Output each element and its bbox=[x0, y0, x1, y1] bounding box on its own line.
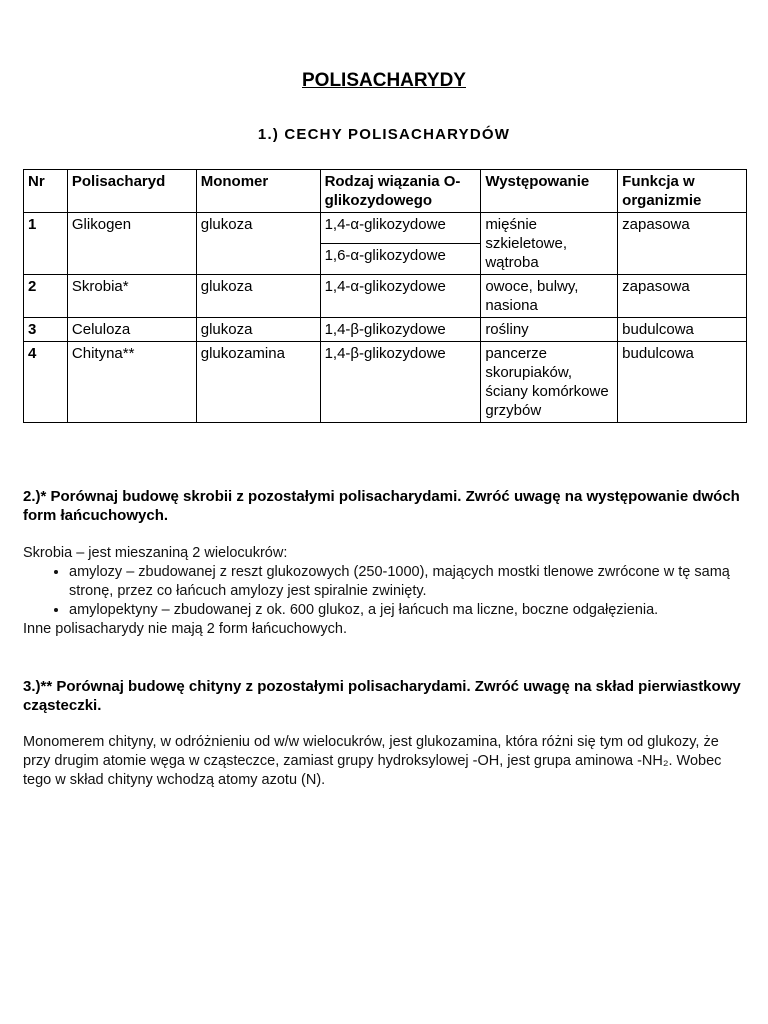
cell-function: budulcowa bbox=[618, 318, 747, 342]
table-row bbox=[24, 318, 747, 342]
cell-nr: 2 bbox=[24, 275, 68, 318]
cell-nr: 3 bbox=[24, 318, 68, 342]
cell-bond: 1,4-α-glikozydowe bbox=[320, 275, 481, 318]
cell-occurrence: mięśnie szkieletowe, wątroba bbox=[481, 213, 618, 275]
header-function: Funkcja w organizmie bbox=[618, 170, 747, 213]
table-row bbox=[24, 342, 747, 423]
cell-function: zapasowa bbox=[618, 275, 747, 318]
table-header-row bbox=[24, 170, 747, 213]
cell-name: Celuloza bbox=[67, 318, 196, 342]
cell-function: zapasowa bbox=[618, 213, 747, 275]
question-2-text: Porównaj budowę skrobii z pozostałymi polisacharydami. Zwróć uwagę na występowanie dwóch form łańcuchowych. bbox=[23, 488, 740, 524]
answer-2-list bbox=[23, 563, 745, 620]
cell-monomer: glukozamina bbox=[196, 342, 320, 423]
table-row bbox=[24, 213, 747, 244]
header-bond-type: Rodzaj wiązania O-glikozydowego bbox=[320, 170, 481, 213]
header-polysaccharide: Polisacharyd bbox=[67, 170, 196, 213]
cell-name: Glikogen bbox=[67, 213, 196, 275]
section-1-heading: 1.) CECHY POLISACHARYDÓW bbox=[257, 126, 511, 143]
cell-occurrence: pancerze skorupiaków, ściany komórkowe grzybów bbox=[481, 342, 618, 423]
header-occurrence: Występowanie bbox=[481, 170, 618, 213]
answer-2-intro: Skrobia – jest mieszaniną 2 wielocukrów: bbox=[23, 545, 288, 561]
question-2 bbox=[23, 487, 743, 525]
question-2-number: 2.)* bbox=[23, 488, 47, 505]
answer-3: Monomerem chityny, w odróżnieniu od w/w wielocukrów, jest glukozamina, która różni się tym od glukozy, że przy drugim atomie węga w cząsteczce, zamiast grupy hydroksylowej -OH, jest grupa aminowa -NH₂. Wobec tego w skład chityny wchodzą atomy azotu (N). bbox=[23, 734, 722, 788]
answer-2-outro: Inne polisacharydy nie mają 2 form łańcuchowych. bbox=[23, 621, 347, 637]
cell-monomer: glukoza bbox=[196, 275, 320, 318]
list-item: • amylozy – zbudowanej z reszt glukozowych (250-1000), mających mostki tlenowe zwrócone w tę samą stronę, przez co łańcuch amylozy jest spiralnie zwinięty. bbox=[69, 563, 745, 601]
cell-name: Skrobia* bbox=[67, 275, 196, 318]
table-row bbox=[24, 275, 747, 318]
cell-nr: 4 bbox=[24, 342, 68, 423]
list-item: • amylopektyny – zbudowanej z ok. 600 glukoz, a jej łańcuch ma liczne, boczne odgałęzienia. bbox=[69, 601, 745, 620]
cell-bond: 1,4-α-glikozydowe bbox=[320, 213, 481, 244]
question-3-text: Porównaj budowę chityny z pozostałymi polisacharydami. Zwróć uwagę na skład pierwiastkowy cząsteczki. bbox=[23, 678, 741, 714]
question-3-number: 3.)** bbox=[23, 678, 53, 695]
cell-monomer: glukoza bbox=[196, 213, 320, 275]
cell-bond: 1,4-β-glikozydowe bbox=[320, 318, 481, 342]
question-3 bbox=[23, 677, 743, 715]
cell-bond-secondary: 1,6-α-glikozydowe bbox=[320, 244, 481, 275]
page-title: POLISACHARYDY bbox=[302, 70, 466, 91]
polysaccharides-table bbox=[23, 169, 747, 423]
cell-occurrence: owoce, bulwy, nasiona bbox=[481, 275, 618, 318]
header-nr: Nr bbox=[24, 170, 68, 213]
cell-bond: 1,4-β-glikozydowe bbox=[320, 342, 481, 423]
answer-2 bbox=[23, 544, 745, 639]
header-monomer: Monomer bbox=[196, 170, 320, 213]
cell-function: budulcowa bbox=[618, 342, 747, 423]
cell-monomer: glukoza bbox=[196, 318, 320, 342]
cell-nr: 1 bbox=[24, 213, 68, 275]
cell-name: Chityna** bbox=[67, 342, 196, 423]
cell-occurrence: rośliny bbox=[481, 318, 618, 342]
